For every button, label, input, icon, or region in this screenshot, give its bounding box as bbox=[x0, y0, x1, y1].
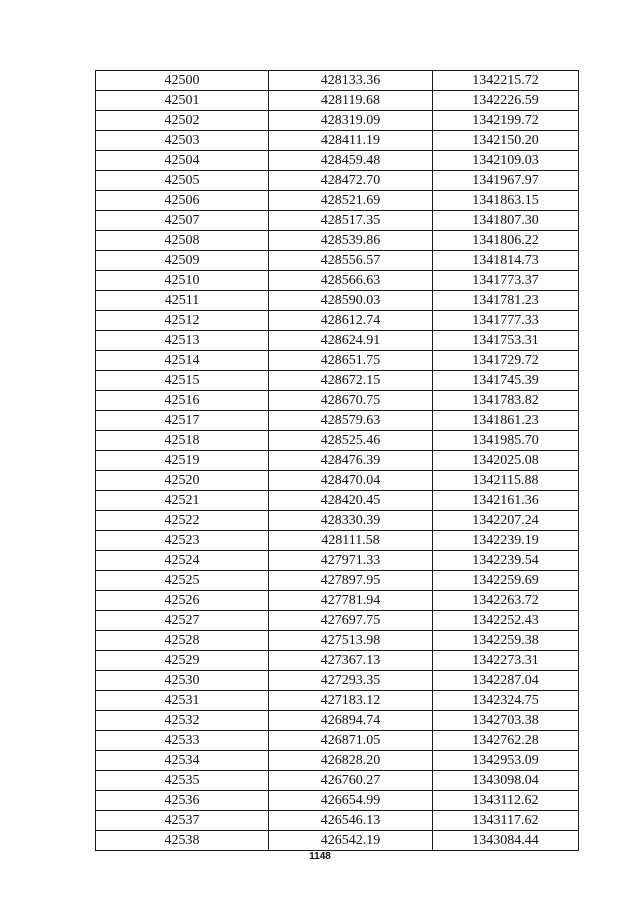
point-id-cell: 42512 bbox=[96, 311, 269, 331]
x-coordinate-cell: 428624.91 bbox=[269, 331, 433, 351]
y-coordinate-cell: 1341985.70 bbox=[433, 431, 579, 451]
point-id-cell: 42505 bbox=[96, 171, 269, 191]
point-id-cell: 42517 bbox=[96, 411, 269, 431]
point-id-cell: 42511 bbox=[96, 291, 269, 311]
point-id-cell: 42502 bbox=[96, 111, 269, 131]
table-row bbox=[96, 471, 579, 491]
y-coordinate-cell: 1341753.31 bbox=[433, 331, 579, 351]
y-coordinate-cell: 1342953.09 bbox=[433, 751, 579, 771]
table-row bbox=[96, 711, 579, 731]
y-coordinate-cell: 1341967.97 bbox=[433, 171, 579, 191]
point-id-cell: 42521 bbox=[96, 491, 269, 511]
table-row bbox=[96, 571, 579, 591]
y-coordinate-cell: 1343098.04 bbox=[433, 771, 579, 791]
table-row bbox=[96, 351, 579, 371]
point-id-cell: 42525 bbox=[96, 571, 269, 591]
point-id-cell: 42523 bbox=[96, 531, 269, 551]
x-coordinate-cell: 428411.19 bbox=[269, 131, 433, 151]
y-coordinate-cell: 1342109.03 bbox=[433, 151, 579, 171]
y-coordinate-cell: 1341777.33 bbox=[433, 311, 579, 331]
y-coordinate-cell: 1342199.72 bbox=[433, 111, 579, 131]
x-coordinate-cell: 428470.04 bbox=[269, 471, 433, 491]
point-id-cell: 42536 bbox=[96, 791, 269, 811]
table-row bbox=[96, 771, 579, 791]
point-id-cell: 42531 bbox=[96, 691, 269, 711]
y-coordinate-cell: 1343084.44 bbox=[433, 831, 579, 851]
point-id-cell: 42508 bbox=[96, 231, 269, 251]
y-coordinate-cell: 1341783.82 bbox=[433, 391, 579, 411]
point-id-cell: 42514 bbox=[96, 351, 269, 371]
x-coordinate-cell: 428579.63 bbox=[269, 411, 433, 431]
coordinate-table-body bbox=[96, 71, 579, 851]
x-coordinate-cell: 428459.48 bbox=[269, 151, 433, 171]
point-id-cell: 42538 bbox=[96, 831, 269, 851]
point-id-cell: 42504 bbox=[96, 151, 269, 171]
coordinate-table bbox=[95, 70, 579, 851]
x-coordinate-cell: 428319.09 bbox=[269, 111, 433, 131]
point-id-cell: 42526 bbox=[96, 591, 269, 611]
point-id-cell: 42515 bbox=[96, 371, 269, 391]
table-row bbox=[96, 411, 579, 431]
x-coordinate-cell: 427367.13 bbox=[269, 651, 433, 671]
y-coordinate-cell: 1342703.38 bbox=[433, 711, 579, 731]
point-id-cell: 42501 bbox=[96, 91, 269, 111]
point-id-cell: 42522 bbox=[96, 511, 269, 531]
x-coordinate-cell: 428330.39 bbox=[269, 511, 433, 531]
table-row bbox=[96, 231, 579, 251]
table-row bbox=[96, 391, 579, 411]
x-coordinate-cell: 426546.13 bbox=[269, 811, 433, 831]
table-row bbox=[96, 531, 579, 551]
table-row bbox=[96, 791, 579, 811]
y-coordinate-cell: 1341806.22 bbox=[433, 231, 579, 251]
table-row bbox=[96, 691, 579, 711]
table-row bbox=[96, 371, 579, 391]
point-id-cell: 42529 bbox=[96, 651, 269, 671]
x-coordinate-cell: 428670.75 bbox=[269, 391, 433, 411]
point-id-cell: 42519 bbox=[96, 451, 269, 471]
y-coordinate-cell: 1342259.38 bbox=[433, 631, 579, 651]
point-id-cell: 42518 bbox=[96, 431, 269, 451]
point-id-cell: 42537 bbox=[96, 811, 269, 831]
point-id-cell: 42503 bbox=[96, 131, 269, 151]
table-row bbox=[96, 611, 579, 631]
y-coordinate-cell: 1342239.19 bbox=[433, 531, 579, 551]
y-coordinate-cell: 1342273.31 bbox=[433, 651, 579, 671]
x-coordinate-cell: 427781.94 bbox=[269, 591, 433, 611]
y-coordinate-cell: 1342150.20 bbox=[433, 131, 579, 151]
point-id-cell: 42516 bbox=[96, 391, 269, 411]
x-coordinate-cell: 427697.75 bbox=[269, 611, 433, 631]
x-coordinate-cell: 428525.46 bbox=[269, 431, 433, 451]
table-row bbox=[96, 591, 579, 611]
table-row bbox=[96, 651, 579, 671]
point-id-cell: 42510 bbox=[96, 271, 269, 291]
table-row bbox=[96, 111, 579, 131]
y-coordinate-cell: 1343117.62 bbox=[433, 811, 579, 831]
x-coordinate-cell: 426894.74 bbox=[269, 711, 433, 731]
y-coordinate-cell: 1343112.62 bbox=[433, 791, 579, 811]
x-coordinate-cell: 428556.57 bbox=[269, 251, 433, 271]
y-coordinate-cell: 1342115.88 bbox=[433, 471, 579, 491]
x-coordinate-cell: 426542.19 bbox=[269, 831, 433, 851]
point-id-cell: 42528 bbox=[96, 631, 269, 651]
x-coordinate-cell: 428119.68 bbox=[269, 91, 433, 111]
table-row bbox=[96, 631, 579, 651]
table-row bbox=[96, 131, 579, 151]
point-id-cell: 42509 bbox=[96, 251, 269, 271]
y-coordinate-cell: 1342259.69 bbox=[433, 571, 579, 591]
x-coordinate-cell: 426654.99 bbox=[269, 791, 433, 811]
y-coordinate-cell: 1341807.30 bbox=[433, 211, 579, 231]
y-coordinate-cell: 1342263.72 bbox=[433, 591, 579, 611]
point-id-cell: 42527 bbox=[96, 611, 269, 631]
y-coordinate-cell: 1342252.43 bbox=[433, 611, 579, 631]
point-id-cell: 42532 bbox=[96, 711, 269, 731]
x-coordinate-cell: 428651.75 bbox=[269, 351, 433, 371]
point-id-cell: 42520 bbox=[96, 471, 269, 491]
y-coordinate-cell: 1342762.28 bbox=[433, 731, 579, 751]
y-coordinate-cell: 1341814.73 bbox=[433, 251, 579, 271]
table-row bbox=[96, 431, 579, 451]
y-coordinate-cell: 1341863.15 bbox=[433, 191, 579, 211]
x-coordinate-cell: 428133.36 bbox=[269, 71, 433, 91]
table-row bbox=[96, 251, 579, 271]
point-id-cell: 42524 bbox=[96, 551, 269, 571]
table-row bbox=[96, 91, 579, 111]
y-coordinate-cell: 1342226.59 bbox=[433, 91, 579, 111]
table-row bbox=[96, 151, 579, 171]
y-coordinate-cell: 1342161.36 bbox=[433, 491, 579, 511]
point-id-cell: 42513 bbox=[96, 331, 269, 351]
y-coordinate-cell: 1341745.39 bbox=[433, 371, 579, 391]
point-id-cell: 42534 bbox=[96, 751, 269, 771]
y-coordinate-cell: 1341729.72 bbox=[433, 351, 579, 371]
x-coordinate-cell: 428672.15 bbox=[269, 371, 433, 391]
x-coordinate-cell: 428517.35 bbox=[269, 211, 433, 231]
x-coordinate-cell: 427183.12 bbox=[269, 691, 433, 711]
point-id-cell: 42533 bbox=[96, 731, 269, 751]
x-coordinate-cell: 427971.33 bbox=[269, 551, 433, 571]
y-coordinate-cell: 1342207.24 bbox=[433, 511, 579, 531]
x-coordinate-cell: 427897.95 bbox=[269, 571, 433, 591]
table-row bbox=[96, 671, 579, 691]
table-row bbox=[96, 551, 579, 571]
table-row bbox=[96, 331, 579, 351]
table-row bbox=[96, 191, 579, 211]
table-row bbox=[96, 271, 579, 291]
x-coordinate-cell: 428590.03 bbox=[269, 291, 433, 311]
x-coordinate-cell: 428476.39 bbox=[269, 451, 433, 471]
point-id-cell: 42507 bbox=[96, 211, 269, 231]
point-id-cell: 42535 bbox=[96, 771, 269, 791]
table-row bbox=[96, 71, 579, 91]
table-row bbox=[96, 491, 579, 511]
point-id-cell: 42500 bbox=[96, 71, 269, 91]
x-coordinate-cell: 428472.70 bbox=[269, 171, 433, 191]
table-row bbox=[96, 211, 579, 231]
table-row bbox=[96, 831, 579, 851]
point-id-cell: 42530 bbox=[96, 671, 269, 691]
table-row bbox=[96, 731, 579, 751]
y-coordinate-cell: 1342025.08 bbox=[433, 451, 579, 471]
page-number: 1148 bbox=[309, 851, 331, 862]
x-coordinate-cell: 426760.27 bbox=[269, 771, 433, 791]
x-coordinate-cell: 426871.05 bbox=[269, 731, 433, 751]
table-row bbox=[96, 811, 579, 831]
y-coordinate-cell: 1342239.54 bbox=[433, 551, 579, 571]
table-row bbox=[96, 171, 579, 191]
x-coordinate-cell: 428539.86 bbox=[269, 231, 433, 251]
y-coordinate-cell: 1341773.37 bbox=[433, 271, 579, 291]
y-coordinate-cell: 1342215.72 bbox=[433, 71, 579, 91]
x-coordinate-cell: 426828.20 bbox=[269, 751, 433, 771]
y-coordinate-cell: 1341861.23 bbox=[433, 411, 579, 431]
x-coordinate-cell: 427513.98 bbox=[269, 631, 433, 651]
x-coordinate-cell: 428566.63 bbox=[269, 271, 433, 291]
table-row bbox=[96, 311, 579, 331]
y-coordinate-cell: 1342324.75 bbox=[433, 691, 579, 711]
x-coordinate-cell: 427293.35 bbox=[269, 671, 433, 691]
x-coordinate-cell: 428420.45 bbox=[269, 491, 433, 511]
table-row bbox=[96, 291, 579, 311]
x-coordinate-cell: 428111.58 bbox=[269, 531, 433, 551]
x-coordinate-cell: 428521.69 bbox=[269, 191, 433, 211]
table-row bbox=[96, 511, 579, 531]
y-coordinate-cell: 1341781.23 bbox=[433, 291, 579, 311]
y-coordinate-cell: 1342287.04 bbox=[433, 671, 579, 691]
point-id-cell: 42506 bbox=[96, 191, 269, 211]
x-coordinate-cell: 428612.74 bbox=[269, 311, 433, 331]
table-row bbox=[96, 451, 579, 471]
table-row bbox=[96, 751, 579, 771]
